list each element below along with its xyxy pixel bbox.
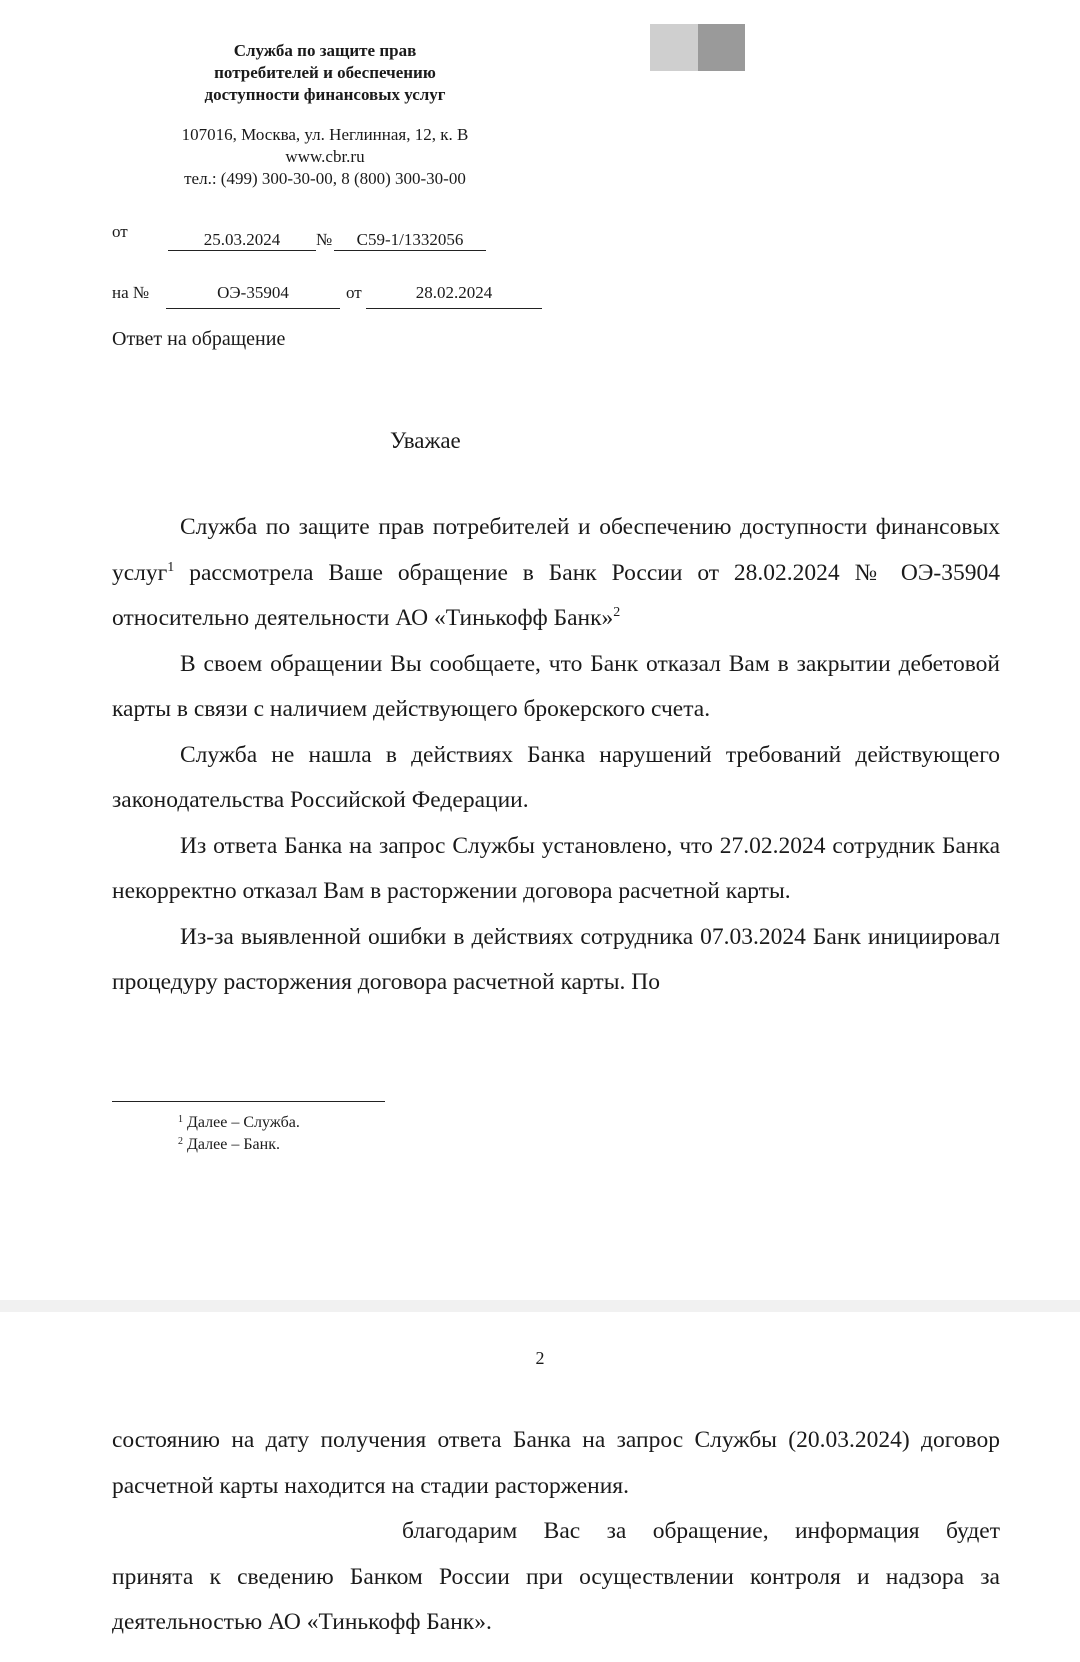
footnote-ref-1: 1: [167, 559, 175, 575]
page-number: 2: [535, 1348, 545, 1368]
outgoing-date: 25.03.2024: [168, 230, 316, 251]
org-line-3: доступности финансовых услуг: [204, 85, 446, 104]
in-reply-number: ОЭ-35904: [166, 283, 340, 309]
paragraph-1: Служба по защите прав потребителей и обеспечению доступности финансовых услуг$^1$ рассмотрела Ваше обращение в Банк России от 28.02.2024 № ОЭ-35904 относительно деятельности АО «Тинькофф Банк»$^2$: [112, 514, 1000, 631]
in-reply-label: на №: [112, 283, 150, 302]
organization-name: [150, 40, 500, 106]
footnote-ref-2: 2: [613, 605, 621, 620]
number-label: №: [316, 230, 333, 249]
letter-subject: Ответ на обращение: [112, 328, 286, 350]
redaction-block-light: [650, 24, 698, 71]
footnote-1: $^1$ Далее – Служба.: [178, 1114, 300, 1131]
org-line-2: потребителей и обеспечению: [214, 63, 436, 82]
footnotes: [178, 1112, 300, 1156]
from-label: от: [112, 222, 128, 241]
paragraph-2: В своем обращении Вы сообщаете, что Банк отказал Вам в закрытии дебетовой карты в связи с наличием действующего брокерского счета.: [112, 650, 1000, 722]
organization-address: [150, 124, 500, 190]
footnote-divider: [112, 1101, 385, 1102]
in-reply-date: 28.02.2024: [366, 283, 542, 309]
greeting: Уважае: [390, 428, 461, 453]
outgoing-number: С59-1/1332056: [334, 230, 486, 251]
page-2-paragraph-1: состоянию на дату получения ответа Банка на запрос Службы (20.03.2024) договор расчетной карты находится на стадии расторжения.: [112, 1427, 1000, 1499]
letter-body: [112, 505, 1000, 1006]
phone-line: тел.: (499) 300-30-00, 8 (800) 300-30-00: [184, 169, 466, 188]
footnote-2: $^2$ Далее – Банк.: [178, 1136, 280, 1153]
in-reply-from-label: от: [346, 283, 362, 302]
page-2-body: [112, 1418, 1000, 1646]
org-line-1: Служба по защите прав: [233, 41, 417, 60]
paragraph-5: Из-за выявленной ошибки в действиях сотрудника 07.03.2024 Банк инициировал процедуру расторжения договора расчетной карты. По: [112, 923, 1000, 995]
page-2-paragraph-2-fragment: благодарим Вас за обращение, информация будет: [402, 1518, 1000, 1544]
website: www.cbr.ru: [285, 147, 365, 166]
paragraph-4: Из ответа Банка на запрос Службы установлено, что 27.02.2024 сотрудник Банка некорректно отказал Вам в расторжении договора расчетной карты.: [112, 832, 1000, 904]
page-separator: [0, 1300, 1080, 1312]
paragraph-3: Служба не нашла в действиях Банка нарушений требований действующего законодательства Российской Федерации.: [112, 741, 1000, 813]
address-line: 107016, Москва, ул. Неглинная, 12, к. В: [181, 125, 469, 144]
page-2-paragraph-2-rest: принята к сведению Банком России при осуществлении контроля и надзора за деятельностью АО «Тинькофф Банк».: [112, 1563, 1000, 1635]
redaction-block-dark: [698, 24, 745, 71]
